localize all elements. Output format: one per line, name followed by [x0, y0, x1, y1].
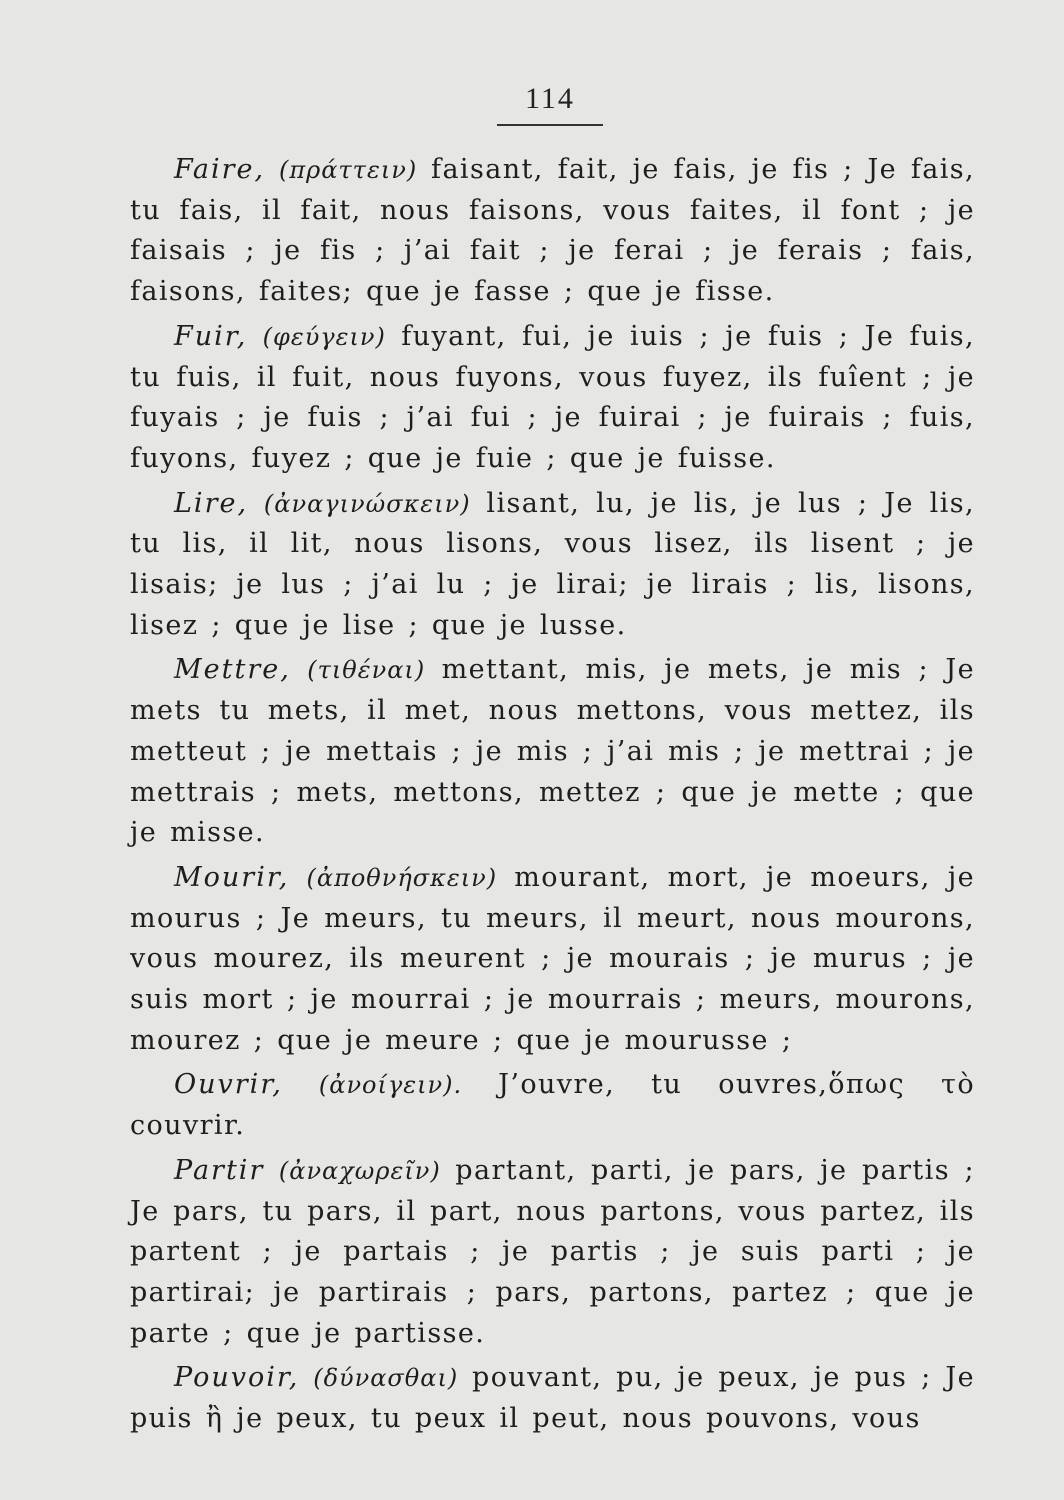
conjugation-text: faisant, fait, je fais, je fis ; Je fais, tu fais, il fait, nous faisons, vous faites, il font ; je faisais ; je fis ; j’ai fait ; je ferai ; je ferais ; fais, faisons, faites; que je fasse ; que je fisse. — [130, 154, 976, 308]
greek-translation: (ἀναγινώσκειν) — [263, 489, 471, 518]
verb-entry-pouvoir — [130, 1358, 975, 1439]
page-number-rule — [497, 124, 603, 126]
verb-entry-partir — [130, 1151, 975, 1355]
conjugation-text: lisant, lu, je lis, je lus ; Je lis, tu lis, il lit, nous lisons, vous lisez, ils lisent ; je lisais; je lus ; j’ai lu ; je lirai; je lirais ; lis, lisons, lisez ; que je lise ; que je lusse. — [130, 487, 975, 641]
conjugation-text: mourant, mort, je moeurs, je mourus ; Je meurs, tu meurs, il meurt, nous mourons, vous mourez, ils meurent ; je mourais ; je murus ; je suis mort ; je mourrai ; je mourrais ; meurs, mourons, mourez ; que je meure ; que je mourusse ; — [130, 861, 975, 1056]
verb-entry-ouvrir — [130, 1065, 975, 1146]
greek-translation: (φεύγειν) — [262, 322, 386, 351]
verb-name: Pouvoir, — [174, 1362, 300, 1394]
verb-name: Mettre, — [174, 654, 291, 686]
conjugation-text: J’ouvre, tu ouvres,ὅπως τὸ couvrir. — [130, 1069, 975, 1142]
conjugation-text: mettant, mis, je mets, je mis ; Je mets tu mets, il met, nous mettons, vous mettez, ils metteut ; je mettais ; je mis ; j’ai mis ; je mettrai ; je mettrais ; mets, mettons, mettez ; que je mette ; que je misse. — [130, 654, 976, 849]
verb-entry-mettre — [130, 650, 975, 854]
conjugation-text: pouvant, pu, je peux, je pus ; Je puis ἢ je peux, tu peux il peut, nous pouvons, vous — [130, 1362, 976, 1435]
verb-name: Partir — [174, 1154, 265, 1186]
page-number: 114 — [525, 82, 575, 115]
verb-entry-mourir — [130, 858, 975, 1062]
verb-name: Mourir, — [174, 861, 290, 893]
conjugation-text: fuyant, fui, je iuis ; je fuis ; Je fuis, tu fuis, il fuit, nous fuyons, vous fuyez, ils fuîent ; je fuyais ; je fuis ; j’ai fui ; je fuirai ; je fuirais ; fuis, fuyons, fuyez ; que je fuie ; que je fuisse. — [130, 320, 976, 474]
greek-translation: (ἀποθνήσκειν) — [306, 863, 498, 892]
greek-translation: (τιθέναι) — [307, 656, 426, 685]
greek-translation: (ἀνοίγειν). — [318, 1071, 463, 1100]
verb-entry-lire — [130, 484, 975, 647]
verb-entry-fuir — [130, 317, 975, 480]
conjugation-text: partant, parti, je pars, je partis ; Je pars, tu pars, il part, nous partons, vous partez, ils partent ; je partais ; je partis ; je suis parti ; je partirai; je partirais ; pars, partons, partez ; que je parte ; que je partisse. — [130, 1154, 975, 1349]
greek-translation: (πράττειν) — [278, 156, 418, 184]
verb-name: Faire, — [174, 154, 266, 185]
verb-name: Ouvrir, — [174, 1069, 283, 1101]
verb-entry-faire — [130, 150, 975, 313]
conjugation-list — [130, 150, 975, 1444]
greek-translation: (ἀναχωρεῖν) — [278, 1156, 441, 1185]
greek-translation: (δύνασθαι) — [313, 1364, 459, 1393]
verb-name: Fuir, — [174, 320, 248, 352]
verb-name: Lire, — [174, 487, 249, 519]
